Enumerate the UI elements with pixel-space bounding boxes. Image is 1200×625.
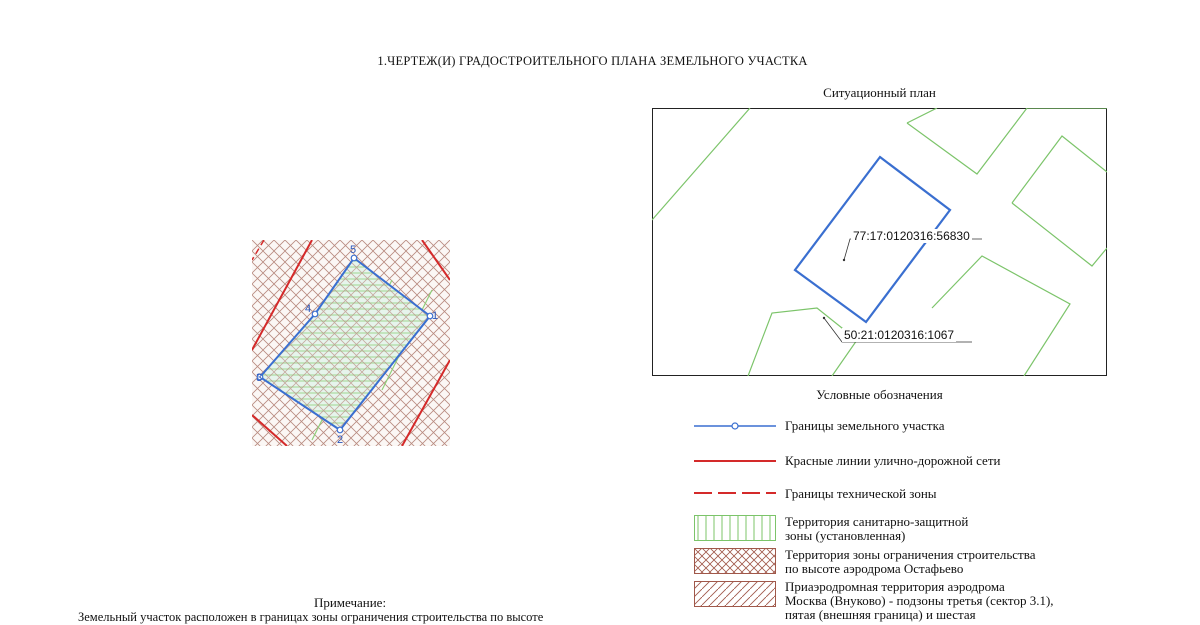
legend-label-line: Москва (Внуково) - подзоны третья (сектор 3.1), — [785, 593, 1054, 608]
red-dashed-line-icon — [694, 486, 776, 500]
legend-item-height-restriction — [694, 548, 776, 579]
vertex-point — [312, 311, 318, 317]
legend-label-line: зоны (установленная) — [785, 528, 906, 543]
vertex-point — [337, 427, 343, 433]
legend-item-parcel-boundary — [694, 419, 776, 438]
vertex-label: 1 — [432, 310, 439, 322]
legend-label: Границы технической зоны — [785, 486, 937, 501]
legend-title: Условные обозначения — [816, 387, 943, 402]
legend-item-airfield-territory — [694, 581, 776, 612]
legend-label — [785, 548, 1035, 576]
parcel-cadastral-number: 77:17:0120316:56830 — [853, 229, 970, 243]
parcel-drawing — [252, 240, 450, 446]
note-title: Примечание: — [313, 595, 387, 610]
green-hatch-icon — [694, 515, 776, 541]
brown-diagonal-hatch-icon — [694, 581, 776, 607]
legend-label-line: пятая (внешняя граница) и шестая — [785, 607, 976, 622]
legend-label — [785, 580, 1054, 622]
vertex-label: 5 — [350, 244, 357, 256]
vertex-point — [351, 255, 357, 261]
legend-label-line: по высоте аэродрома Остафьево — [785, 561, 964, 576]
legend-label: Красные линии улично-дорожной сети — [785, 453, 1001, 468]
vertex-label: 3 — [256, 372, 263, 384]
vertex-label: 2 — [337, 434, 344, 446]
drawing-title: 1.ЧЕРТЕЖ(И) ГРАДОСТРОИТЕЛЬНОГО ПЛАНА ЗЕМЕЛЬНОГО УЧАСТКА — [377, 54, 808, 68]
legend-label-line: Территория санитарно-защитной — [785, 514, 969, 529]
vertex-label: 4 — [305, 303, 312, 315]
legend-label — [785, 515, 968, 543]
red-line-icon — [694, 454, 776, 468]
legend-label-line: Приаэродромная территория аэродрома — [785, 579, 1005, 594]
blue-line-icon — [694, 419, 776, 433]
neighbor-cadastral-number: 50:21:0120316:1067 — [844, 328, 955, 342]
situation-plan-title: Ситуационный план — [823, 85, 936, 100]
note-text: Земельный участок расположен в границах зоны ограничения строительства по высоте — [78, 610, 544, 624]
legend-label-line: Территория зоны ограничения строительства — [785, 547, 1036, 562]
legend-item-red-lines — [694, 454, 776, 473]
brown-cross-hatch-icon — [694, 548, 776, 574]
legend-item-sanitary-zone — [694, 515, 776, 546]
legend-item-technical-zone — [694, 486, 776, 505]
legend-label: Границы земельного участка — [785, 418, 945, 433]
